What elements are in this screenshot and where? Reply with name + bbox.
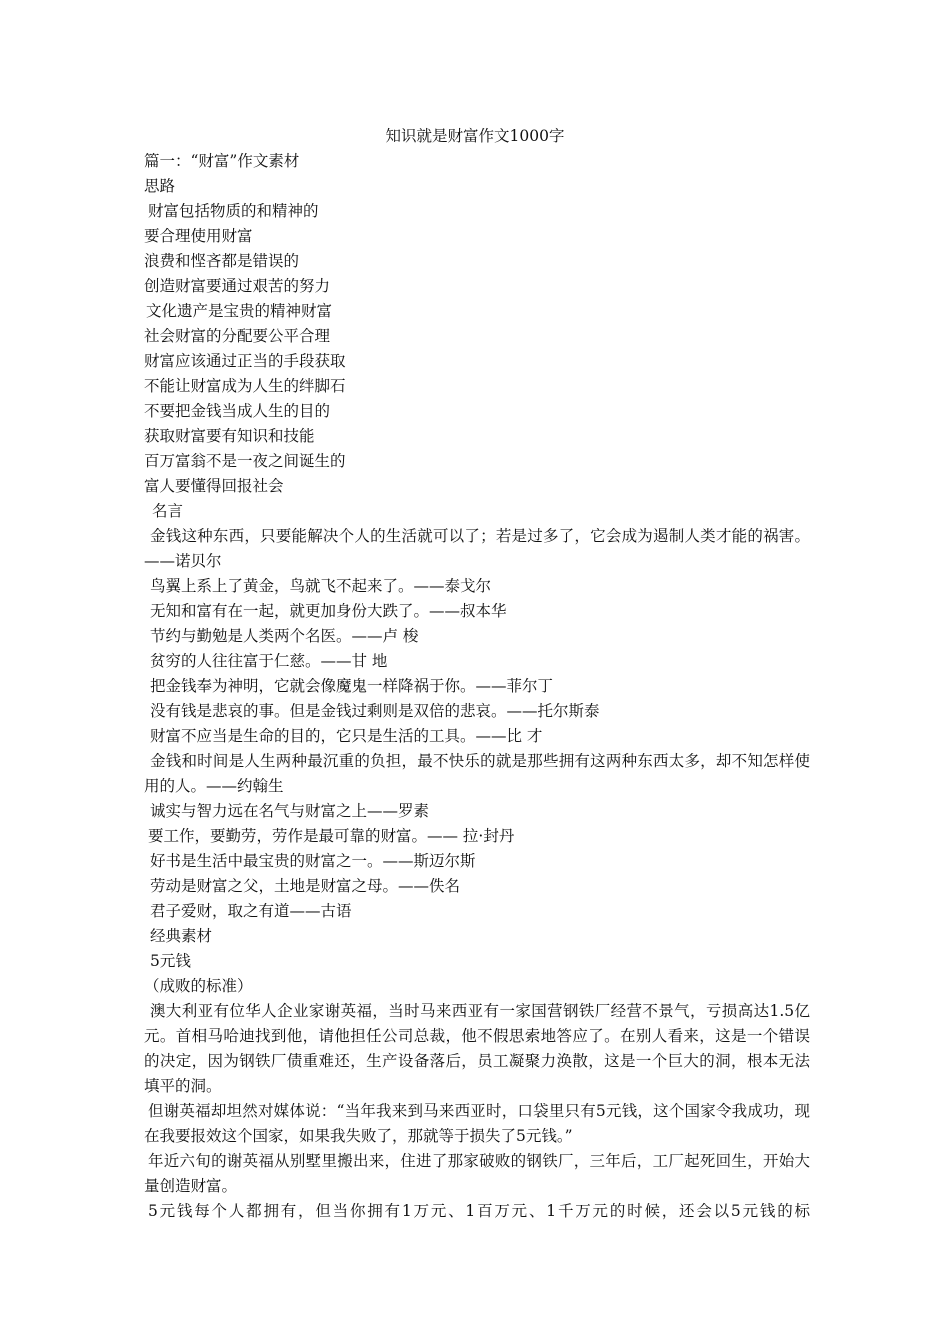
story-paragraph: 但谢英福却坦然对媒体说：“当年我来到马来西亚时，口袋里只有5元钱，这个国家令我成功，现在我要报效这个国家，如果我失败了，那就等于损失了5元钱。” — [144, 1102, 810, 1145]
story-paragraph: 年近六旬的谢英福从别墅里搬出来，住进了那家破败的钢铁厂，三年后，工厂起死回生，开始大量创造财富。 — [144, 1152, 810, 1195]
thinking-item: 不能让财富成为人生的绊脚石 — [144, 377, 346, 395]
quote-item: 要工作，要勤劳，劳作是最可靠的财富。—— 拉·封丹 — [148, 827, 515, 845]
thinking-item: 获取财富要有知识和技能 — [144, 427, 315, 445]
quote-item: 鸟翼上系上了黄金，鸟就飞不起来了。——泰戈尔 — [150, 577, 492, 595]
thinking-item: 浪费和悭吝都是错误的 — [144, 252, 300, 270]
classic-heading: 经典素材 — [150, 927, 213, 945]
quote-item: 诚实与智力远在名气与财富之上——罗素 — [150, 802, 430, 820]
quote-item: 节约与勤勉是人类两个名医。——卢 梭 — [150, 627, 419, 645]
story-paragraph: 澳大利亚有位华人企业家谢英福，当时马来西亚有一家国营钢铁厂经营不景气，亏损高达1.5亿元。首相马哈迪找到他，请他担任公司总裁，他不假思索地答应了。在别人看来，这是一个错误的决定，因为钢铁厂债重难还，生产设备落后，员工凝聚力涣散，这是一个巨大的洞，根本无法填平的洞。 — [144, 1002, 810, 1095]
thinking-item: 富人要懂得回报社会 — [144, 477, 284, 495]
thinking-item: 不要把金钱当成人生的目的 — [144, 402, 331, 420]
quote-item: 把金钱奉为神明，它就会像魔鬼一样降祸于你。——菲尔丁 — [150, 677, 554, 695]
section-heading: 篇一：“财富”作文素材 — [144, 152, 300, 170]
quote-item: 财富不应当是生命的目的，它只是生活的工具。——比 才 — [150, 727, 543, 745]
quote-item: 好书是生活中最宝贵的财富之一。——斯迈尔斯 — [150, 852, 476, 870]
thinking-item: 社会财富的分配要公平合理 — [144, 327, 331, 345]
quotes-heading: 名言 — [152, 502, 184, 520]
story-paragraph-truncated: 5元钱每个人都拥有，但当你拥有1万元、1百万元、1千万元的时候，还会以5元钱的标 — [148, 1202, 810, 1220]
quote-item: 没有钱是悲哀的事。但是金钱过剩则是双倍的悲哀。——托尔斯泰 — [150, 702, 600, 720]
quote-item: 金钱和时间是人生两种最沉重的负担，最不快乐的就是那些拥有这两种东西太多，却不知怎样使用的人。——约翰生 — [144, 752, 810, 795]
quote-item: 无知和富有在一起，就更加身份大跌了。——叔本华 — [150, 602, 507, 620]
quote-item: 劳动是财富之父，土地是财富之母。——佚名 — [150, 877, 461, 895]
document-body — [144, 149, 810, 1224]
thinking-item: 要合理使用财富 — [144, 227, 253, 245]
thinking-item: 文化遗产是宝贵的精神财富 — [146, 302, 333, 320]
thinking-item: 创造财富要通过艰苦的努力 — [144, 277, 331, 295]
quote-item: 君子爱财，取之有道——古语 — [150, 902, 352, 920]
story-subtitle: （成败的标准） — [144, 977, 253, 995]
document-title: 知识就是财富作文1000字 — [385, 127, 565, 145]
thinking-item: 百万富翁不是一夜之间诞生的 — [144, 452, 346, 470]
thinking-item: 财富包括物质的和精神的 — [148, 202, 319, 220]
quote-item: 贫穷的人往往富于仁慈。——甘 地 — [150, 652, 388, 670]
thinking-heading: 思路 — [144, 177, 176, 195]
quote-item: 金钱这种东西，只要能解决个人的生活就可以了；若是过多了，它会成为遏制人类才能的祸害。——诺贝尔 — [144, 527, 810, 570]
story-title: 5元钱 — [150, 952, 191, 970]
thinking-item: 财富应该通过正当的手段获取 — [144, 352, 346, 370]
